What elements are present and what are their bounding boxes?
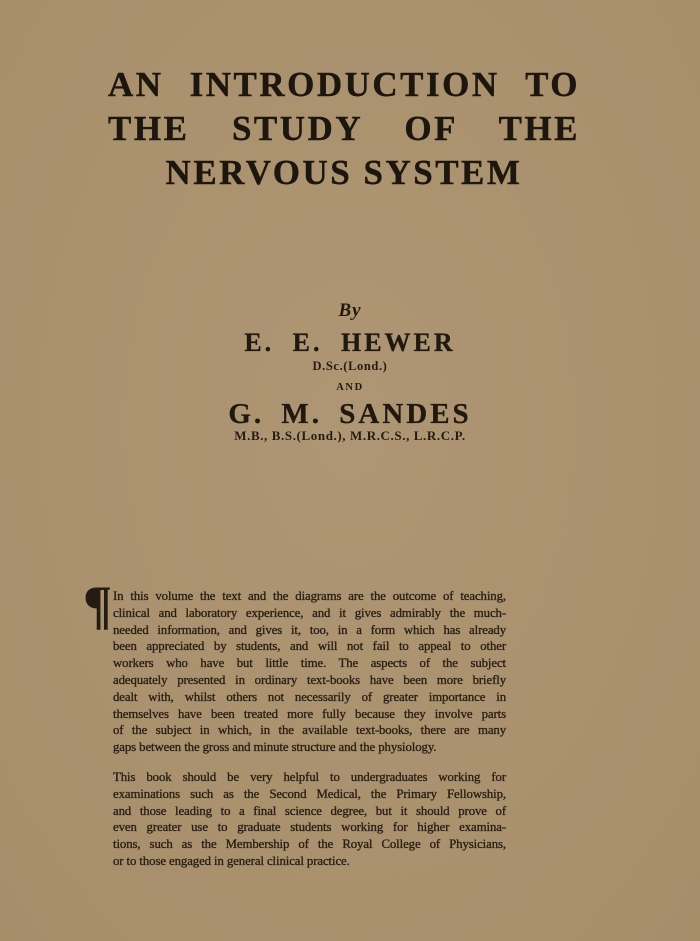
title-line-3: NERVOUS SYSTEM xyxy=(165,153,523,192)
blurb-line: adequately presented in ordinary text-books have been more briefly xyxy=(113,672,506,687)
blurb-line: been appreciated by students, and will not fail to appeal to other xyxy=(113,639,506,654)
and-label: AND xyxy=(336,382,364,393)
blurb-line: themselves have been treated more fully because they involve parts xyxy=(113,706,506,721)
blurb-line: needed information, and gives it, too, in a form which has already xyxy=(113,622,506,637)
blurb-line: or to those engaged in general clinical practice. xyxy=(113,853,350,868)
blurb-paragraph xyxy=(113,588,506,756)
book-title xyxy=(108,63,580,195)
title-line-2: THE STUDY OF THE xyxy=(108,109,580,148)
blurb-line: workers who have but little time. The aspects of the subject xyxy=(113,656,506,671)
blurb-line: even greater use to graduate students working for higher examina- xyxy=(113,820,506,835)
authors-block xyxy=(90,300,610,444)
pilcrow-mark: ¶ xyxy=(83,575,113,635)
author-name-sandes: G. M. SANDES xyxy=(228,398,472,430)
author-credentials-hewer: D.Sc.(Lond.) xyxy=(312,359,388,373)
blurb-line: and those leading to a final science degree, but it should prove of xyxy=(113,803,506,818)
blurb-line: tions, such as the Membership of the Royal College of Physicians, xyxy=(113,837,506,852)
blurb xyxy=(83,575,506,870)
blurb-line: gaps between the gross and minute structure and the physiology. xyxy=(113,740,437,755)
blurb-line: This book should be very helpful to undergraduates working for xyxy=(113,769,506,784)
title-line-1: AN INTRODUCTION TO xyxy=(108,65,580,104)
blurb-line: examinations such as the Second Medical, the Primary Fellowship, xyxy=(113,786,506,801)
blurb-paragraphs xyxy=(113,588,506,870)
blurb-line: of the subject in which, in the available text-books, there are many xyxy=(113,723,506,738)
blurb-paragraph xyxy=(113,769,506,870)
by-label: By xyxy=(338,300,362,321)
blurb-line: dealt with, whilst others not necessarily of greater importance in xyxy=(113,689,506,704)
author-name-hewer: E. E. HEWER xyxy=(244,328,456,357)
blurb-line: clinical and laboratory experience, and it gives admirably the much- xyxy=(113,605,506,620)
author-credentials-sandes: M.B., B.S.(Lond.), M.R.C.S., L.R.C.P. xyxy=(234,428,466,443)
blurb-line: In this volume the text and the diagrams are the outcome of teaching, xyxy=(113,589,506,603)
